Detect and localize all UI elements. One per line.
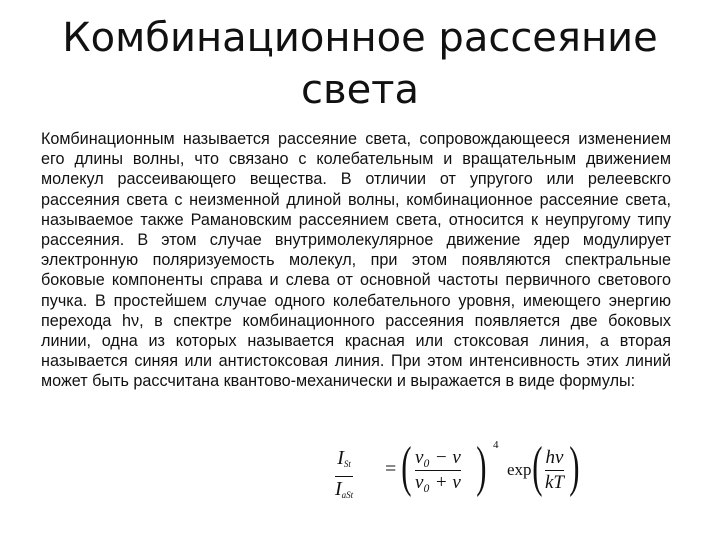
formula-inner-num: ν₀ − ν (415, 447, 461, 468)
formula-exp-den: kT (545, 472, 564, 494)
formula-lhs-den: I (335, 478, 342, 501)
intensity-formula (335, 436, 580, 507)
formula-equals: = (385, 458, 397, 480)
formula-exp-label: exp (507, 460, 532, 479)
formula-lhs-den-sub: aSt (341, 490, 354, 501)
formula-right-paren: ) (476, 436, 487, 498)
formula-lhs-num: I (337, 447, 344, 469)
formula-exp-right-paren: ) (569, 436, 580, 498)
slide-title-line-1: Комбинационное рассеяние (62, 15, 658, 61)
frequency-fraction (415, 447, 461, 494)
formula-left-paren: ( (401, 436, 412, 498)
intensity-ratio-fraction (335, 447, 353, 506)
slide-title (0, 12, 720, 116)
formula-exponent: 4 (493, 439, 499, 451)
slide-title-line-2: света (301, 67, 419, 113)
formula-inner-den: ν₀ + ν (415, 472, 461, 494)
formula-exp-left-paren: ( (532, 436, 543, 498)
exp-fraction (545, 447, 564, 494)
body-paragraph: Комбинационным называется рассеяние света, сопровождающееся изменением его длины волны, что связано с колебательным и вращательным движением молекул рассеивающего вещества. В отличии от упругого или релеевскго рассеяния света с неизменной длиной волны, комбинационное рассеяние света, называемое также Рамановским рассеянием света, относится к неупругому типу рассеяния. В этом случае внутримолекулярное движение ядер модулирует электронную поляризуемость молекул, при этом появляются спектральные боковые компоненты справа и слева от основной частоты первичного светового пучка. В простейшем случае одного колебательного уровня, имеющего энергию перехода hν, в спектре комбинационного рассеяния появляется две боковых линии, одна из которых называется красная или стоксовая линия, а вторая называется синяя или антистоксовая линия. При этом интенсивность этих линий может быть рассчитана квантово-механически и выражается в виде формулы: (41, 130, 671, 391)
formula-lhs-num-sub: St (343, 459, 351, 469)
formula-exp-num: hν (545, 447, 564, 468)
